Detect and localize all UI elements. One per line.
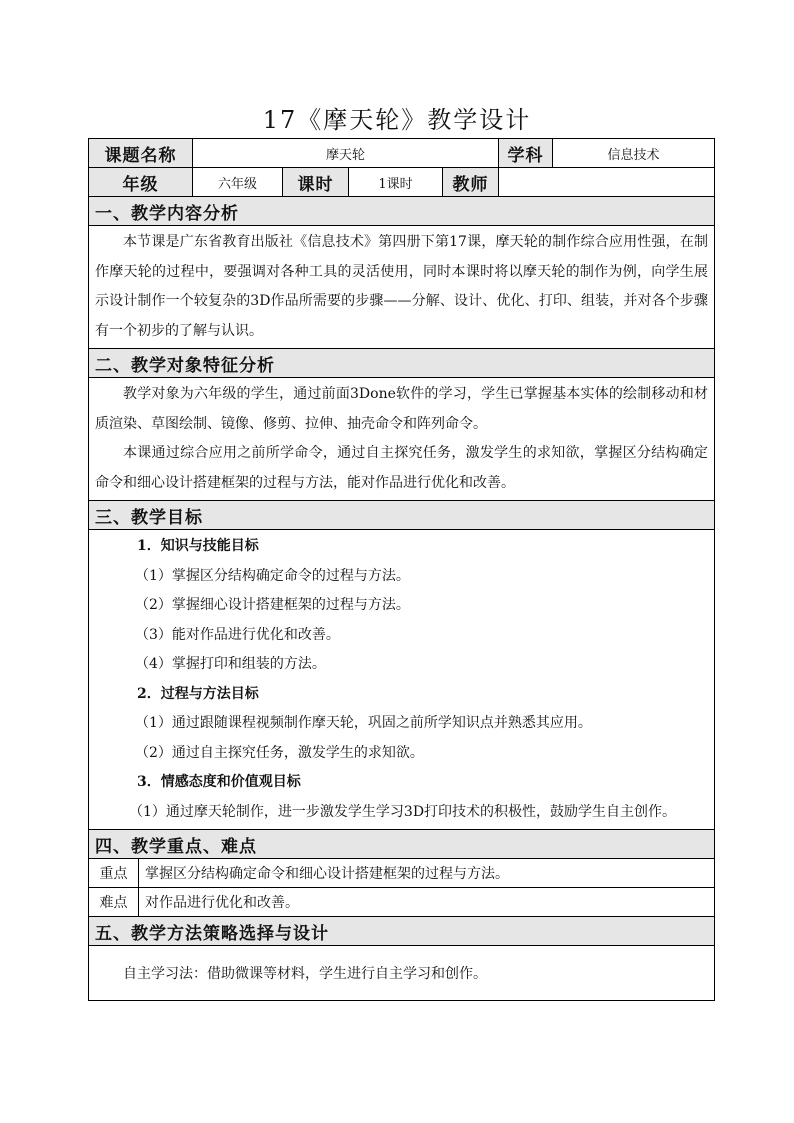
section-3-heading-row <box>89 501 715 530</box>
section-3-body-row <box>89 530 715 830</box>
section-heading: 一、教学内容分析 <box>89 197 715 226</box>
goal-item: （2）掌握细心设计搭建框架的过程与方法。 <box>135 597 410 613</box>
topic-label: 课题名称 <box>89 139 193 168</box>
section-heading: 四、教学重点、难点 <box>89 830 715 859</box>
goal-item: （4）掌握打印和组装的方法。 <box>135 656 326 672</box>
section-5-heading-row <box>89 917 715 946</box>
key-point-value: 掌握区分结构确定命令和细心设计搭建框架的过程与方法。 <box>139 859 715 888</box>
difficulty-label: 难点 <box>89 888 139 917</box>
hours-value: 1课时 <box>349 168 443 197</box>
paragraph: 本课通过综合应用之前所学命令，通过自主探究任务，激发学生的求知欲，掌握区分结构确定命令和细心设计搭建框架的过程与方法，能对作品进行优化和改善。 <box>95 445 709 491</box>
section-5-body-row <box>89 946 715 1001</box>
goal-heading: 3．情感态度和价值观目标 <box>137 774 301 790</box>
key-point-row <box>89 859 715 888</box>
teacher-value <box>499 168 715 197</box>
section-2-body-row <box>89 378 715 501</box>
section-4-heading-row <box>89 830 715 859</box>
section-body <box>89 530 715 830</box>
section-body <box>89 378 715 501</box>
section-1-body-row <box>89 226 715 349</box>
section-2-heading-row <box>89 349 715 378</box>
goal-item: （2）通过自主探究任务，激发学生的求知欲。 <box>135 744 424 761</box>
difficulty-row <box>89 888 715 917</box>
section-heading: 五、教学方法策略选择与设计 <box>89 917 715 946</box>
goal-item: （1）通过摩天轮制作，进一步激发学生学习3D打印技术的积极性，鼓励学生自主创作。 <box>129 803 677 820</box>
section-body <box>89 226 715 349</box>
header-row-topic <box>89 139 715 168</box>
paragraph: 教学对象为六年级的学生，通过前面3Done软件的学习，学生已掌握基本实体的绘制移动和材质渲染、草图绘制、镜像、修剪、拉伸、抽壳命令和阵列命令。 <box>95 386 709 432</box>
grade-label: 年级 <box>89 168 193 197</box>
teacher-label: 教师 <box>443 168 499 197</box>
section-1-heading-row <box>89 197 715 226</box>
lesson-plan-table <box>88 138 715 1001</box>
hours-label: 课时 <box>283 168 349 197</box>
topic-value: 摩天轮 <box>193 139 499 168</box>
header-row-grade <box>89 168 715 197</box>
document-title: 17《摩天轮》教学设计 <box>262 106 532 134</box>
goal-heading: 1．知识与技能目标 <box>137 538 259 554</box>
subject-value: 信息技术 <box>553 139 715 168</box>
goal-item: （3）能对作品进行优化和改善。 <box>135 626 340 643</box>
goal-heading: 2．过程与方法目标 <box>137 685 259 702</box>
grade-value: 六年级 <box>193 168 283 197</box>
subject-label: 学科 <box>499 139 553 168</box>
method-text: 自主学习法：借助微课等材料，学生进行自主学习和创作。 <box>89 946 715 1001</box>
difficulty-value: 对作品进行优化和改善。 <box>139 888 715 917</box>
goal-item: （1）通过跟随课程视频制作摩天轮，巩固之前所学知识点并熟悉其应用。 <box>135 715 592 731</box>
key-point-label: 重点 <box>89 859 139 888</box>
section-heading: 三、教学目标 <box>89 501 715 530</box>
paragraph: 本节课是广东省教育出版社《信息技术》第四册下第17课，摩天轮的制作综合应用性强，在制作摩天轮的过程中，要强调对各种工具的灵活使用，同时本课时将以摩天轮的制作为例，向学生展示设计制作一个较复杂的3D作品所需要的步骤——分解、设计、优化、打印、组装，并对各个步骤有一个初步的了解与认识。 <box>95 234 709 339</box>
section-heading: 二、教学对象特征分析 <box>89 349 715 378</box>
goal-item: （1）掌握区分结构确定命令的过程与方法。 <box>135 567 410 584</box>
